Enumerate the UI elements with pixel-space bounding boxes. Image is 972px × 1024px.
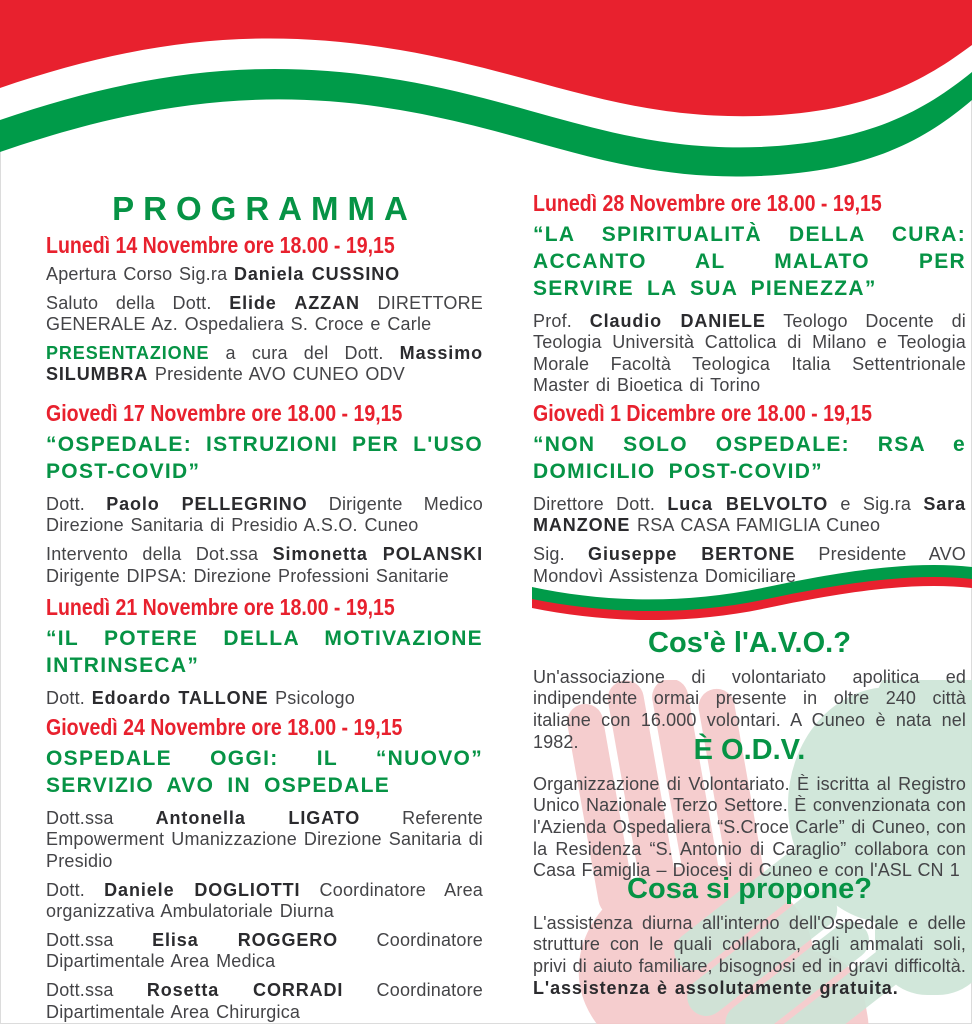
text-run: RSA CASA FAMIGLIA Cuneo xyxy=(630,515,881,536)
text-run: Dirigente DIPSA: Direzione Professioni Sanitarie xyxy=(46,565,449,586)
session-date: Giovedì 17 Novembre ore 18.00 - 19,15 xyxy=(46,400,403,426)
session-title: “NON SOLO OSPEDALE: RSA e DOMICILIO POST-COVID” xyxy=(533,433,966,483)
person-name: Luca BELVOLTO xyxy=(667,493,829,514)
person-name: Daniele DOGLIOTTI xyxy=(104,879,301,900)
session-date: Lunedì 21 Novembre ore 18.00 - 19,15 xyxy=(46,594,395,620)
session-giovedi-17-novembre xyxy=(46,400,483,587)
session-lunedi-28-novembre xyxy=(533,190,966,397)
session-paragraph xyxy=(46,980,483,1023)
person-name: Rosetta CORRADI xyxy=(146,979,344,1000)
session-paragraph xyxy=(46,264,483,286)
info-paragraph xyxy=(533,774,966,882)
session-paragraph xyxy=(46,930,483,973)
session-lunedi-14-novembre xyxy=(46,232,483,386)
text-run: Presidente AVO CUNEO ODV xyxy=(148,364,405,385)
text-run: Dott.ssa xyxy=(46,929,153,950)
session-paragraph xyxy=(46,494,483,537)
text-run: DIRETTORE GENERALE Az. Ospedaliera S. Croce e Carle xyxy=(46,292,483,335)
session-giovedi-1-dicembre xyxy=(533,400,966,587)
session-paragraph xyxy=(46,343,483,386)
text-run: Coordinatore Area organizzativa Ambulatoriale Diurna xyxy=(46,879,483,922)
text-run: Teologo Docente di Teologia Università Cattolica di Milano e Teologia Morale Facoltà Teologica Italia Settentrionale Master di Bioetica di Torino xyxy=(533,310,966,396)
person-name: Simonetta POLANSKI xyxy=(272,543,484,564)
info-heading: Cosa si propone? xyxy=(627,873,872,905)
text-run: Intervento della Dot.ssa xyxy=(46,543,273,564)
info-heading: Cos'è l'A.V.O.? xyxy=(648,627,851,659)
text-run: e Sig.ra xyxy=(828,493,924,514)
text-run: Un'associazione di volontariato apolitica ed indipendente ormai presente in oltre 240 città italiane con 16.000 volontari. A Cuneo è nata nel 1982. xyxy=(533,666,966,752)
session-date: Lunedì 14 Novembre ore 18.00 - 19,15 xyxy=(46,232,395,258)
text-run: Dirigente Medico Direzione Sanitaria di Presidio A.S.O. Cuneo xyxy=(46,493,483,536)
session-paragraph xyxy=(46,293,483,336)
session-title: “IL POTERE DELLA MOTIVAZIONE INTRINSECA” xyxy=(46,627,483,677)
italian-flag-wave-decoration xyxy=(0,0,972,190)
session-paragraph xyxy=(533,311,966,397)
text-run: Coordinatore Dipartimentale Area Medica xyxy=(46,929,483,972)
session-giovedi-24-novembre xyxy=(46,714,483,1023)
text-run: Saluto della Dott. xyxy=(46,292,230,313)
text-run: Referente Empowerment Umanizzazione Direzione Sanitaria di Presidio xyxy=(46,807,483,871)
person-name: Edoardo TALLONE xyxy=(91,687,269,708)
person-name: Massimo SILUMBRA xyxy=(46,342,483,385)
session-title: OSPEDALE OGGI: IL “NUOVO” SERVIZIO AVO IN OSPEDALE xyxy=(46,747,483,797)
session-date: Giovedì 24 Novembre ore 18.00 - 19,15 xyxy=(46,714,403,740)
person-name: Sara MANZONE xyxy=(533,493,966,536)
info-block-e-odv xyxy=(533,735,966,882)
text-run: Sig. xyxy=(533,543,589,564)
text-run: Organizzazione di Volontariato. È iscritta al Registro Unico Nazionale Terzo Settore. È convenzionata con l'Azienda Ospedaliera “S.Croce Carle” di Cuneo, con la Residenza “S. Antonio di Caraglio” collabora con Casa Famiglia – Diocesi di Cuneo e con l'ASL CN 1 xyxy=(533,773,966,881)
text-run: Prof. xyxy=(533,310,590,331)
session-paragraph xyxy=(533,544,966,587)
person-name: PRESENTAZIONE xyxy=(46,342,210,363)
person-name: Elisa ROGGERO xyxy=(152,929,339,950)
person-name: Giuseppe BERTONE xyxy=(588,543,796,564)
person-name: Elide AZZAN xyxy=(229,292,360,313)
session-paragraph xyxy=(46,808,483,873)
page-title: PROGRAMMA xyxy=(112,190,417,227)
session-date: Lunedì 28 Novembre ore 18.00 - 19,15 xyxy=(533,190,882,216)
session-paragraph xyxy=(533,494,966,537)
text-run: Presidente AVO Mondovì Assistenza Domiciliare xyxy=(533,543,966,586)
text-run: Coordinatore Dipartimentale Area Chirurgica xyxy=(46,979,484,1022)
text-run: Dott. xyxy=(46,879,105,900)
session-paragraph xyxy=(46,688,483,710)
text-run: Dott. xyxy=(46,687,92,708)
text-run: Direttore Dott. xyxy=(533,493,668,514)
text-run: Psicologo xyxy=(268,687,355,708)
info-heading: È O.D.V. xyxy=(693,734,806,766)
text-run: Dott.ssa xyxy=(46,979,147,1000)
session-paragraph xyxy=(46,880,483,923)
person-name: L'assistenza è assolutamente gratuita. xyxy=(533,977,899,998)
text-run: Dott.ssa xyxy=(46,807,156,828)
text-run: Dott. xyxy=(46,493,107,514)
text-run: Apertura Corso Sig.ra xyxy=(46,264,234,284)
person-name: Antonella LIGATO xyxy=(155,807,361,828)
info-block-cosa-si-propone xyxy=(533,874,966,999)
person-name: Claudio DANIELE xyxy=(589,310,766,331)
session-lunedi-21-novembre xyxy=(46,594,483,709)
person-name: Paolo PELLEGRINO xyxy=(106,493,308,514)
session-date: Giovedì 1 Dicembre ore 18.00 - 19,15 xyxy=(533,400,873,426)
text-run: a cura del Dott. xyxy=(209,342,400,363)
text-run: L'assistenza diurna all'interno dell'Ospedale e delle strutture con le quali collabora, agli ammalati soli, privi di aiuto familiare, bisognosi ed in gravi difficoltà. xyxy=(533,912,966,977)
session-title: “OSPEDALE: ISTRUZIONI PER L'USO POST-COVID” xyxy=(46,433,483,483)
info-paragraph xyxy=(533,913,966,999)
person-name: Daniela CUSSINO xyxy=(233,264,401,284)
session-title: “LA SPIRITUALITÀ DELLA CURA: ACCANTO AL MALATO PER SERVIRE LA SUA PIENEZZA” xyxy=(533,223,966,300)
session-paragraph xyxy=(46,544,483,587)
